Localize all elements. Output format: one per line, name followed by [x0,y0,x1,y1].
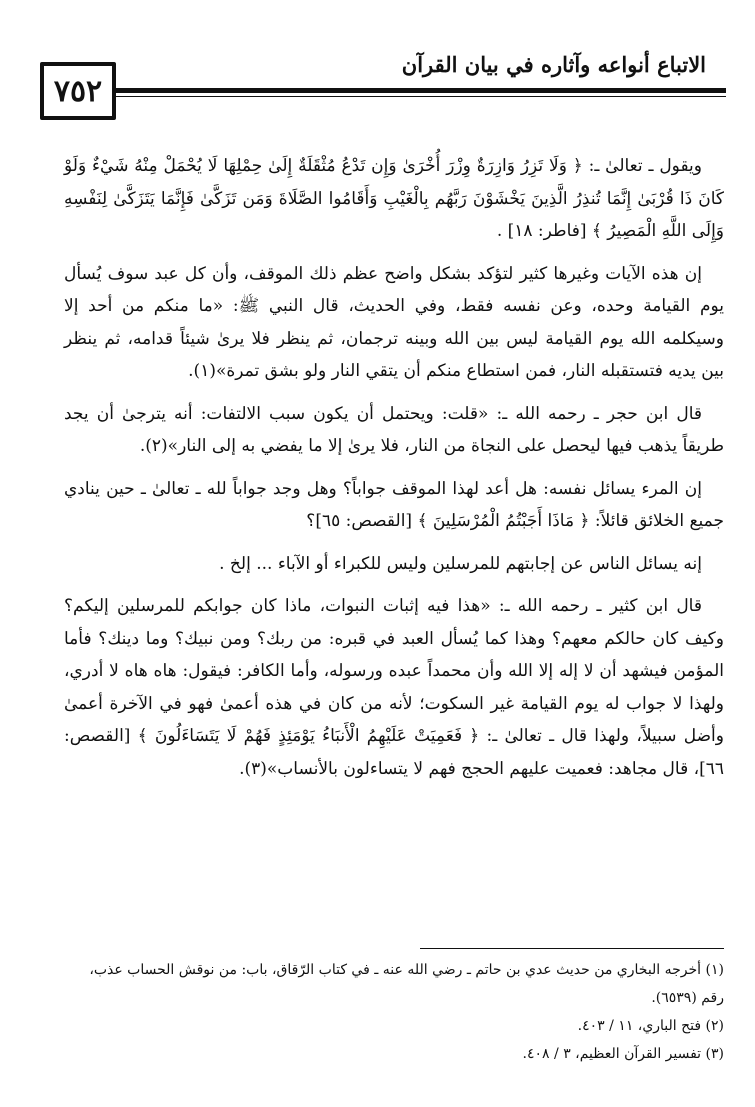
footnote: (١) أخرجه البخاري من حديث عدي بن حاتم ـ رضي الله عنه ـ في كتاب الرّقاق، باب: من نوقش الحساب عذب، رقم (٦٥٣٩). [89,962,724,1006]
paragraph: إنه يسائل الناس عن إجابتهم للمرسلين وليس للكبراء أو الآباء ... إلخ . [219,553,702,574]
paragraph: قال ابن حجر ـ رحمه الله ـ: «قلت: ويحتمل أن يكون سبب الالتفات: أنه يترجىٰ أن يجد طريقاً يذهب فيها ليحصل على النجاة من النار، فلا يرىٰ إلا ما يفضي به إلى النار»(٢). [64,403,724,456]
footnotes [64,956,724,1068]
footnote-separator [420,948,724,949]
paragraph: إن هذه الآيات وغيرها كثير لتؤكد بشكل واضح عظم ذلك الموقف، وأن كل عبد سوف يُسأل يوم القيامة وحده، وعن نفسه فقط، وفي الحديث، قال النبي ﷺ: «ما منكم من أحد إلا وسيكلمه الله يوم القيامة ليس بين الله وبينه ترجمان، ثم ينظر فلا يرىٰ شيئاً قدامه، ثم ينظر بين يديه فتستقبله النار، فمن استطاع منكم أن يتقي النار ولو بشق تمرة»(١). [64,263,724,381]
page-header [40,52,726,124]
paragraph: قال ابن كثير ـ رحمه الله ـ: «هذا فيه إثبات النبوات، ماذا كان جوابكم للمرسلين إليكم؟ وكيف كان حالكم معهم؟ وهذا كما يُسأل العبد في قبره: من ربك؟ ومن نبيك؟ وما دينك؟ فأما المؤمن فيشهد أن لا إله إلا الله وأن محمداً عبده ورسوله، وأما الكافر: فيقول: هاه هاه لا أدري، ولهذا لا جواب له يوم القيامة غير السكوت؛ لأنه من كان في هذه أعمىٰ فهو في الآخرة أعمىٰ وأضل سبيلاً، ولهذا قال ـ تعالىٰ ـ: ﴿ فَعَمِيَتْ عَلَيْهِمُ الْأَنبَاءُ يَوْمَئِذٍ فَهُمْ لَا يَتَسَاءَلُونَ ﴾ [القصص: ٦٦]، قال مجاهد: فعميت عليهم الحجج فهم لا يتساءلون بالأنساب»(٣). [64,596,724,779]
header-rule-thin [112,96,726,97]
paragraph: ويقول ـ تعالىٰ ـ: ﴿ وَلَا تَزِرُ وَازِرَةٌ وِزْرَ أُخْرَىٰ وَإِن تَدْعُ مُثْقَلَةٌ إِلَىٰ حِمْلِهَا لَا يُحْمَلْ مِنْهُ شَيْءٌ وَلَوْ كَانَ ذَا قُرْبَىٰ إِنَّمَا تُنذِرُ الَّذِينَ يَخْشَوْنَ رَبَّهُم بِالْغَيْبِ وَأَقَامُوا الصَّلَاةَ وَمَن تَزَكَّىٰ فَإِنَّمَا يَتَزَكَّىٰ لِنَفْسِهِ وَإِلَى اللَّهِ الْمَصِيرُ ﴾ [فاطر: ١٨] . [64,156,724,241]
running-title: الاتباع أنواعه وآثاره في بيان القرآن [401,52,706,77]
footnote: (٣) تفسير القرآن العظيم، ٣ / ٤٠٨. [522,1046,724,1062]
footnote: (٢) فتح الباري، ١١ / ٤٠٣. [577,1018,724,1034]
paragraph: إن المرء يسائل نفسه: هل أعد لهذا الموقف جواباً؟ وهل وجد جواباً لله ـ تعالىٰ ـ حين ينادي جميع الخلائق قائلاً: ﴿ مَاذَا أَجَبْتُمُ الْمُرْسَلِينَ ﴾ [القصص: ٦٥]؟ [64,478,724,531]
body-text [64,150,724,795]
page-number: ٧٥٢ [40,62,116,120]
header-rule [112,88,726,93]
